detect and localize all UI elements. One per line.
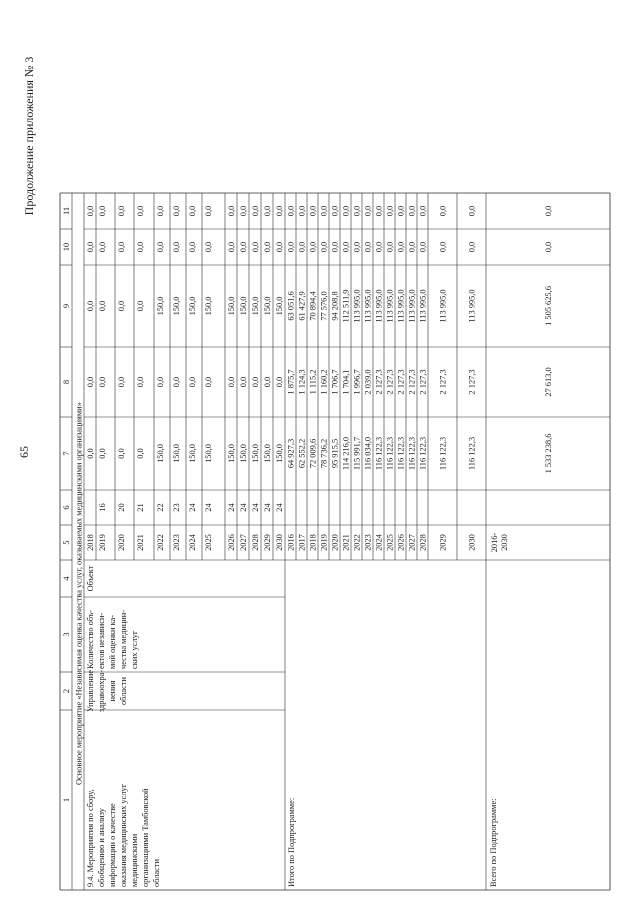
activity-year: 2025 [204, 534, 213, 551]
activity-regional: 150,0 [263, 296, 272, 316]
activity-total: 0,0 [98, 448, 107, 459]
subprogram-total: 116 122,3 [374, 436, 384, 471]
activity-executor: Управление [86, 669, 95, 713]
activity-federal: 0,0 [275, 376, 284, 388]
subprogram-local: 0,0 [385, 241, 395, 253]
subprogram-regional: 113 995,0 [385, 289, 395, 323]
activity-year: 2028 [251, 534, 260, 551]
grand-total-label: Всего по Подпрограмме: [489, 798, 498, 887]
activity-local: 0,0 [251, 241, 260, 253]
activity-other: 0,0 [136, 205, 145, 217]
subprogram-other: 0,0 [438, 205, 448, 217]
subprogram-federal: 2 039,0 [363, 369, 373, 395]
subprogram-local: 0,0 [467, 241, 477, 253]
subprogram-other: 0,0 [385, 205, 395, 217]
activity-other: 0,0 [156, 205, 165, 217]
subprogram-regional: 113 995,0 [467, 289, 477, 323]
subprogram-regional: 113 995,0 [374, 289, 384, 323]
subprogram-regional: 113 995,0 [396, 289, 406, 323]
activity-other: 0,0 [251, 205, 260, 217]
column-number: 6 [62, 505, 71, 510]
activity-local: 0,0 [117, 241, 126, 253]
activity-federal: 0,0 [172, 376, 181, 388]
subprogram-total: 116 122,3 [467, 436, 477, 471]
subprogram-other: 0,0 [396, 205, 406, 217]
activity-target: 24 [204, 503, 213, 512]
activity-regional: 150,0 [251, 296, 260, 316]
subprogram-total-label: Итого по Подпрограмме: [287, 797, 296, 887]
activity-year: 2019 [98, 534, 107, 551]
subprogram-other: 0,0 [467, 205, 477, 217]
subprogram-local: 0,0 [396, 241, 406, 253]
subprogram-local: 0,0 [418, 241, 428, 253]
financing-table [60, 193, 610, 890]
activity-target: 21 [136, 503, 145, 512]
activity-local: 0,0 [227, 241, 236, 253]
subprogram-year: 2024 [374, 534, 384, 551]
column-number: 7 [62, 451, 71, 456]
subprogram-regional: 113 995,0 [438, 289, 448, 323]
subprogram-total: 72 009,6 [308, 438, 318, 469]
activity-regional: 150,0 [275, 296, 284, 316]
column-number: 5 [62, 540, 71, 545]
activity-local: 0,0 [172, 241, 181, 253]
subprogram-regional: 61 427,9 [297, 291, 307, 321]
subprogram-year: 2016 [286, 534, 296, 551]
activity-total: 150,0 [239, 444, 248, 463]
activity-year: 2022 [156, 534, 165, 551]
subprogram-regional: 113 995,0 [418, 289, 428, 323]
subprogram-federal: 2 127,3 [418, 369, 428, 395]
subprogram-other: 0,0 [341, 205, 351, 217]
subprogram-year: 2030 [467, 534, 477, 551]
activity-federal: 0,0 [239, 376, 248, 388]
subprogram-total: 78 736,2 [319, 438, 329, 469]
subprogram-other: 0,0 [363, 205, 373, 217]
subprogram-total: 115 991,7 [352, 436, 362, 471]
activity-local: 0,0 [86, 241, 95, 253]
subprogram-local: 0,0 [363, 241, 373, 253]
activity-regional: 150,0 [239, 296, 248, 316]
activity-federal: 0,0 [98, 376, 107, 388]
activity-target: 24 [188, 503, 197, 512]
subprogram-total: 116 122,3 [438, 436, 448, 471]
activity-local: 0,0 [239, 241, 248, 253]
subprogram-year: 2027 [407, 534, 417, 551]
activity-total: 0,0 [136, 448, 145, 459]
subprogram-other: 0,0 [319, 205, 329, 217]
subprogram-other: 0,0 [407, 205, 417, 217]
activity-name: области [152, 859, 161, 887]
subprogram-local: 0,0 [341, 241, 351, 253]
activity-target: 24 [227, 503, 236, 512]
subprogram-year: 2021 [341, 534, 351, 551]
activity-regional: 0,0 [136, 300, 145, 312]
column-number: 9 [62, 303, 71, 309]
activity-regional: 150,0 [227, 296, 236, 316]
subprogram-federal: 2 127,3 [467, 369, 477, 395]
activity-local: 0,0 [263, 241, 272, 253]
subprogram-regional: 94 208,8 [330, 291, 340, 321]
column-number: 4 [62, 576, 71, 581]
subprogram-other: 0,0 [330, 205, 340, 217]
activity-total: 150,0 [172, 444, 181, 463]
activity-total: 150,0 [263, 444, 272, 463]
activity-local: 0,0 [156, 241, 165, 253]
subprogram-regional: 113 995,0 [407, 289, 417, 323]
activity-federal: 0,0 [86, 376, 95, 388]
activity-target: 16 [98, 503, 107, 512]
activity-other: 0,0 [204, 205, 213, 217]
subprogram-local: 0,0 [319, 241, 329, 253]
subprogram-total: 116 034,0 [363, 436, 373, 471]
subprogram-year: 2020 [330, 534, 340, 551]
subprogram-total: 62 552,2 [297, 438, 307, 469]
activity-indicator: ектов независи- [97, 612, 106, 669]
activity-name: оказания медицинских услуг [119, 783, 128, 887]
activity-executor: здравоохра- [97, 669, 106, 713]
activity-other: 0,0 [117, 205, 126, 217]
subprogram-federal: 2 127,3 [385, 369, 395, 395]
subprogram-year: 2018 [308, 534, 318, 551]
activity-federal: 0,0 [188, 376, 197, 388]
column-number: 2 [62, 688, 71, 694]
subprogram-local: 0,0 [407, 241, 417, 253]
subprogram-local: 0,0 [297, 241, 307, 253]
subprogram-regional: 70 894,4 [308, 291, 318, 321]
activity-local: 0,0 [188, 241, 197, 253]
grand-total-other: 0,0 [544, 205, 553, 217]
subprogram-federal: 2 127,3 [396, 369, 406, 395]
activity-total: 150,0 [204, 444, 213, 463]
activity-name: 9.4. Мероприятия по сбору, [86, 789, 95, 887]
subprogram-year: 2017 [297, 534, 307, 551]
activity-year: 2026 [227, 534, 236, 551]
activity-other: 0,0 [275, 205, 284, 217]
column-number: 3 [62, 632, 71, 637]
subprogram-federal: 2 127,3 [407, 369, 417, 395]
activity-local: 0,0 [136, 241, 145, 253]
activity-local: 0,0 [204, 241, 213, 253]
subprogram-other: 0,0 [297, 205, 307, 217]
activity-name: обобщению и анализу [97, 808, 106, 887]
activity-total: 150,0 [156, 444, 165, 463]
subprogram-other: 0,0 [418, 205, 428, 217]
activity-indicator: мой оценки ка- [108, 614, 117, 669]
activity-other: 0,0 [188, 205, 197, 217]
column-number: 10 [62, 242, 71, 252]
activity-regional: 150,0 [204, 296, 213, 316]
activity-target: 20 [117, 503, 126, 512]
subprogram-federal: 1 996,7 [352, 369, 362, 395]
activity-other: 0,0 [172, 205, 181, 217]
activity-name: медицинскими [130, 833, 139, 887]
activity-year: 2030 [275, 534, 284, 551]
activity-local: 0,0 [275, 241, 284, 253]
subprogram-year: 2023 [363, 534, 373, 551]
activity-other: 0,0 [98, 205, 107, 217]
subprogram-total: 116 122,3 [396, 436, 406, 471]
activity-unit: Объект [86, 565, 95, 592]
subprogram-other: 0,0 [374, 205, 384, 217]
activity-federal: 0,0 [204, 376, 213, 388]
grand-total-federal: 27 613,0 [544, 367, 553, 397]
subprogram-local: 0,0 [374, 241, 384, 253]
activity-other: 0,0 [227, 205, 236, 217]
activity-total: 0,0 [117, 448, 126, 459]
activity-federal: 0,0 [227, 376, 236, 388]
activity-executor: области [119, 677, 128, 705]
activity-year: 2018 [86, 534, 95, 551]
activity-total: 150,0 [251, 444, 260, 463]
activity-target: 24 [275, 503, 284, 512]
activity-target: 23 [172, 503, 181, 512]
subprogram-local: 0,0 [308, 241, 318, 253]
subprogram-year: 2029 [438, 534, 448, 551]
activity-target: 24 [251, 503, 260, 512]
subprogram-other: 0,0 [352, 205, 362, 217]
activity-year: 2029 [263, 534, 272, 551]
activity-total: 0,0 [86, 448, 95, 459]
activity-year: 2024 [188, 534, 197, 551]
subprogram-local: 0,0 [352, 241, 362, 253]
grand-total-regional: 1 505 625,6 [544, 286, 553, 326]
activity-federal: 0,0 [136, 376, 145, 388]
subprogram-federal: 1 124,3 [297, 369, 307, 395]
subprogram-total: 114 216,0 [341, 436, 351, 471]
subprogram-total: 64 927,3 [286, 438, 296, 469]
subprogram-federal: 1 704,1 [341, 369, 351, 395]
activity-indicator: ских услуг [130, 630, 139, 669]
activity-year: 2027 [239, 534, 248, 551]
activity-total: 150,0 [227, 444, 236, 463]
subprogram-year: 2026 [396, 534, 406, 551]
subprogram-other: 0,0 [286, 205, 296, 217]
grand-total-year: 2030 [500, 534, 509, 551]
subprogram-federal: 1 115,2 [308, 369, 318, 395]
activity-federal: 0,0 [251, 376, 260, 388]
activity-indicator: Количество объ- [86, 610, 95, 669]
table-texts [62, 206, 553, 887]
activity-name: организациями Тамбовской [141, 788, 150, 887]
subprogram-regional: 112 511,9 [341, 289, 351, 323]
subprogram-year: 2028 [418, 534, 428, 551]
appendix-title: Продолжение приложения № 3 [22, 56, 36, 216]
activity-local: 0,0 [98, 241, 107, 253]
activity-executor: нения [108, 680, 117, 702]
activity-federal: 0,0 [117, 376, 126, 388]
subprogram-federal: 2 127,3 [438, 369, 448, 395]
subprogram-regional: 113 995,0 [363, 289, 373, 323]
grand-total-year: 2016- [490, 532, 499, 553]
activity-regional: 150,0 [156, 296, 165, 316]
activity-regional: 150,0 [188, 296, 197, 316]
column-number: 11 [62, 206, 71, 216]
column-number: 8 [62, 379, 71, 385]
subprogram-regional: 63 051,6 [286, 291, 296, 321]
activity-other: 0,0 [239, 205, 248, 217]
activity-indicator: чества медицин- [119, 609, 128, 669]
activity-federal: 0,0 [156, 376, 165, 388]
subprogram-total: 116 122,3 [407, 436, 417, 471]
subprogram-regional: 77 576,0 [319, 291, 329, 321]
subprogram-federal: 2 127,3 [374, 369, 384, 395]
subprogram-local: 0,0 [438, 241, 448, 253]
activity-year: 2023 [172, 534, 181, 551]
activity-target: 22 [156, 503, 165, 512]
activity-regional: 150,0 [172, 296, 181, 316]
activity-target: 24 [239, 503, 248, 512]
activity-name: информации о качестве [108, 803, 117, 887]
subprogram-other: 0,0 [308, 205, 318, 217]
subprogram-federal: 1 875,7 [286, 369, 296, 395]
subprogram-total: 95 915,5 [330, 438, 340, 469]
activity-total: 150,0 [275, 444, 284, 463]
subprogram-federal: 1 160,2 [319, 369, 329, 395]
activity-target: 24 [263, 503, 272, 512]
subprogram-local: 0,0 [286, 241, 296, 253]
subprogram-federal: 1 706,7 [330, 369, 340, 395]
activity-year: 2020 [117, 534, 126, 551]
subprogram-regional: 113 995,0 [352, 289, 362, 323]
activity-year: 2021 [136, 534, 145, 551]
activity-regional: 0,0 [117, 300, 126, 312]
grand-total-total: 1 533 238,6 [544, 433, 553, 474]
subprogram-year: 2025 [385, 534, 395, 551]
grand-total-local: 0,0 [544, 241, 553, 253]
activity-federal: 0,0 [263, 376, 272, 388]
activity-other: 0,0 [263, 205, 272, 217]
activity-regional: 0,0 [86, 300, 95, 312]
column-number: 1 [62, 797, 71, 803]
activity-other: 0,0 [86, 205, 95, 217]
subprogram-total: 116 122,3 [385, 436, 395, 471]
subprogram-total: 116 122,3 [418, 436, 428, 471]
section-header: Основное мероприятие «Независимая оценка качества услуг, оказываемых медицинскими организациями» [74, 402, 84, 785]
subprogram-year: 2022 [352, 534, 362, 551]
page-number: 65 [17, 446, 31, 458]
subprogram-local: 0,0 [330, 241, 340, 253]
subprogram-year: 2019 [319, 534, 329, 551]
activity-regional: 0,0 [98, 300, 107, 312]
activity-total: 150,0 [188, 444, 197, 463]
